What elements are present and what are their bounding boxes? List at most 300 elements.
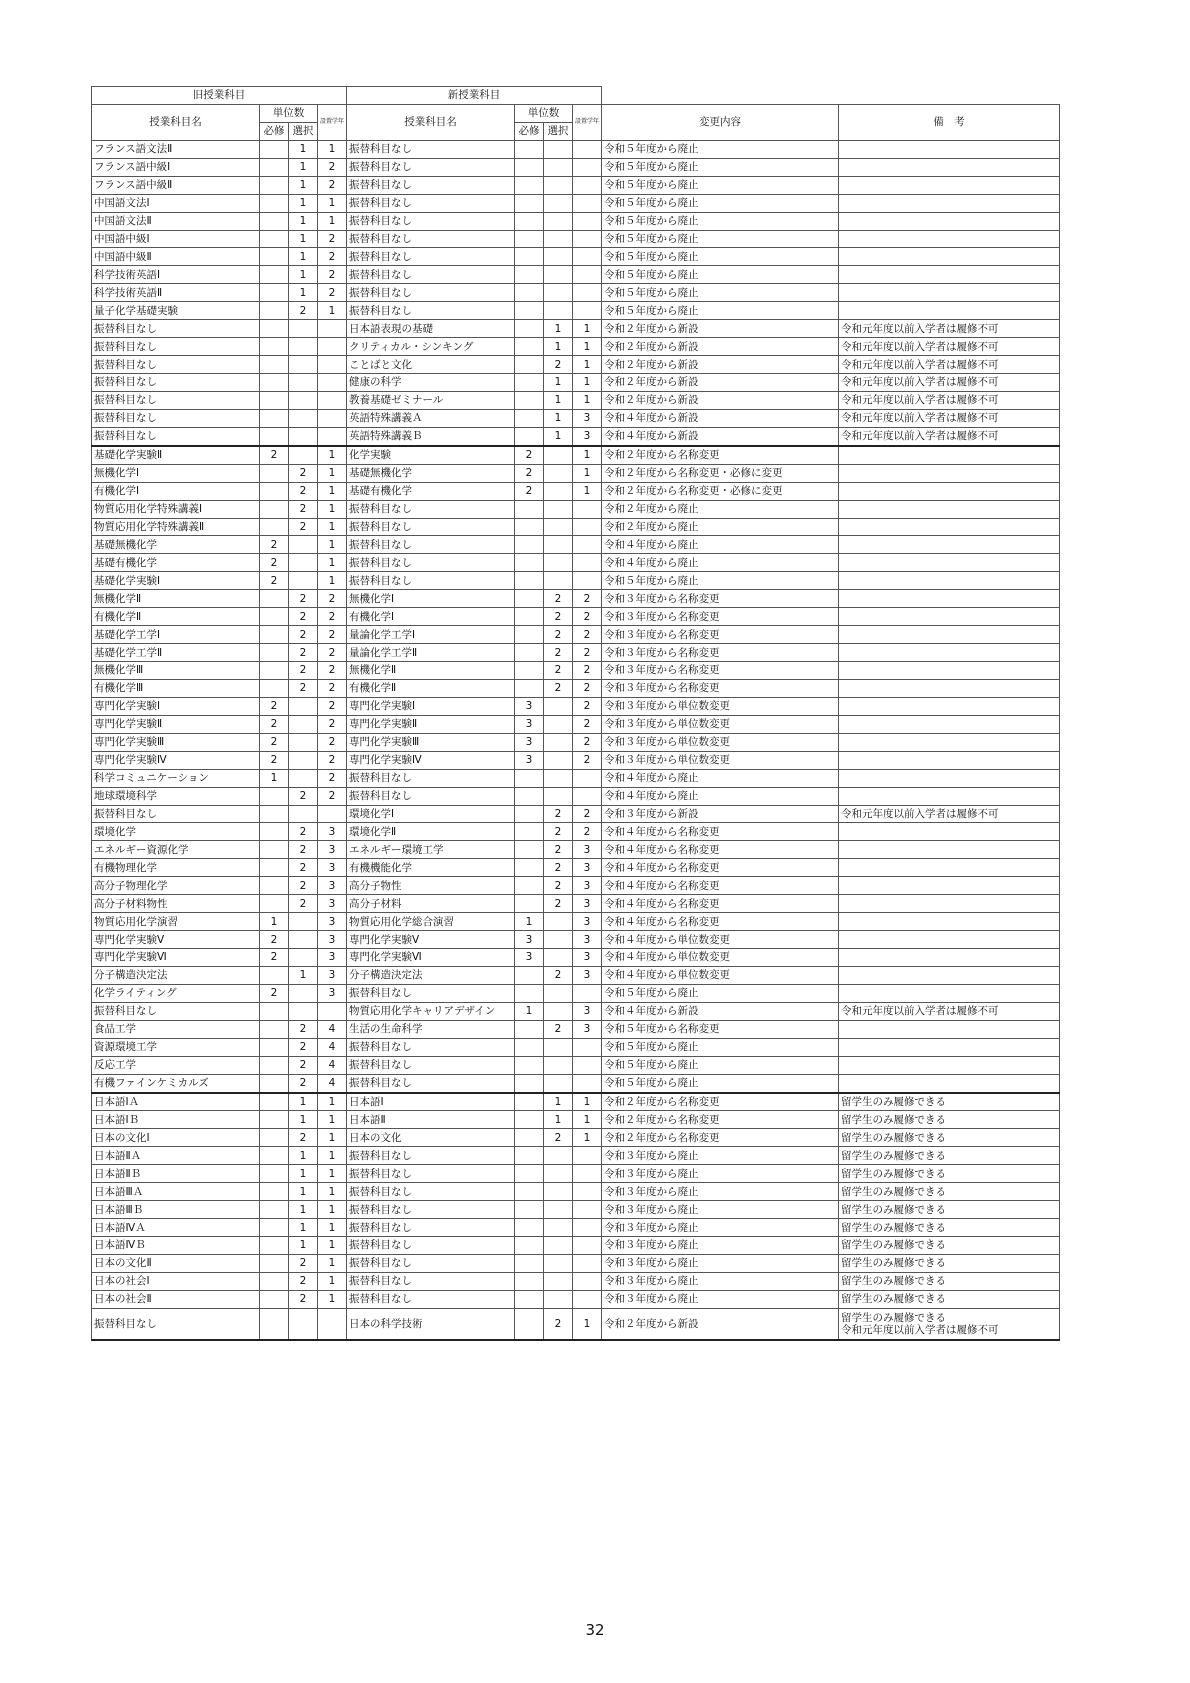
new-required-cell <box>515 966 544 984</box>
old-subject-cell: 基礎化学工学Ⅱ <box>92 644 260 662</box>
old-year-cell: 1 <box>318 1272 347 1290</box>
table-body <box>92 140 1060 1339</box>
old-year-cell: 3 <box>318 913 347 931</box>
table-row <box>92 338 1060 356</box>
change-cell: 令和５年度から廃止 <box>602 140 839 158</box>
remarks-cell <box>839 284 1060 302</box>
old-elective-cell: 1 <box>289 176 318 194</box>
old-year-cell: 4 <box>318 1074 347 1092</box>
old-subject-cell: 振替科目なし <box>92 320 260 338</box>
old-subject-cell: 日本の社会Ⅱ <box>92 1290 260 1308</box>
old-year-cell: 3 <box>318 823 347 841</box>
old-required-cell <box>260 823 289 841</box>
old-required-cell <box>260 1093 289 1111</box>
old-required-cell <box>260 374 289 392</box>
old-required-cell <box>260 841 289 859</box>
old-year-cell: 4 <box>318 1020 347 1038</box>
new-subject-cell: 振替科目なし <box>347 572 515 590</box>
new-year-cell <box>573 572 602 590</box>
old-year-cell: 1 <box>318 1290 347 1308</box>
old-subject-cell: 基礎化学実験Ⅱ <box>92 446 260 464</box>
new-year-cell <box>573 554 602 572</box>
table-row <box>92 464 1060 482</box>
old-required-cell: 1 <box>260 769 289 787</box>
remarks-cell: 留学生のみ履修できる <box>839 1165 1060 1183</box>
table-row <box>92 248 1060 266</box>
remarks-cell <box>839 895 1060 913</box>
old-subject-cell: 振替科目なし <box>92 1308 260 1340</box>
table-row <box>92 1201 1060 1219</box>
old-year-cell <box>318 427 347 445</box>
new-required-cell <box>515 823 544 841</box>
new-year-cell: 2 <box>573 697 602 715</box>
old-year-cell: 1 <box>318 194 347 212</box>
table-row <box>92 356 1060 374</box>
old-subject-cell: 化学ライティング <box>92 984 260 1002</box>
change-cell: 令和５年度から廃止 <box>602 212 839 230</box>
new-subject-cell: 生活の生命科学 <box>347 1020 515 1038</box>
new-required-cell <box>515 1147 544 1165</box>
change-cell: 令和４年度から名称変更 <box>602 841 839 859</box>
table-row <box>92 1254 1060 1272</box>
remarks-cell <box>839 751 1060 769</box>
new-year-cell: 2 <box>573 590 602 608</box>
old-required-cell <box>260 266 289 284</box>
new-required-cell <box>515 608 544 626</box>
old-subject-cell: 基礎有機化学 <box>92 554 260 572</box>
remarks-cell: 令和元年度以前入学者は履修不可 <box>839 320 1060 338</box>
new-required-cell: 3 <box>515 733 544 751</box>
new-year-cell <box>573 248 602 266</box>
new-required-cell <box>515 1290 544 1308</box>
new-required-cell <box>515 1201 544 1219</box>
new-required-cell <box>515 356 544 374</box>
remarks-cell <box>839 212 1060 230</box>
new-elective-cell <box>544 1165 573 1183</box>
new-required-cell <box>515 338 544 356</box>
table-row <box>92 1056 1060 1074</box>
remarks-cell <box>839 626 1060 644</box>
table-row <box>92 427 1060 445</box>
change-cell: 令和４年度から廃止 <box>602 536 839 554</box>
change-cell: 令和５年度から廃止 <box>602 248 839 266</box>
new-elective-cell <box>544 446 573 464</box>
new-year-cell: 3 <box>573 949 602 967</box>
old-required-cell <box>260 1056 289 1074</box>
remarks-cell <box>839 482 1060 500</box>
change-cell: 令和５年度から廃止 <box>602 1056 839 1074</box>
old-elective-cell: 2 <box>289 823 318 841</box>
old-subject-cell: 物質応用化学演習 <box>92 913 260 931</box>
old-year-cell: 2 <box>318 158 347 176</box>
old-required-cell: 2 <box>260 446 289 464</box>
new-year-cell <box>573 1056 602 1074</box>
old-year-cell: 1 <box>318 554 347 572</box>
change-cell: 令和３年度から単位数変更 <box>602 733 839 751</box>
new-subject-cell: 高分子材料 <box>347 895 515 913</box>
old-subject-cell: 有機化学Ⅱ <box>92 608 260 626</box>
new-subject-cell: 英語特殊講義Ｂ <box>347 427 515 445</box>
new-subject-cell: 日本語表現の基礎 <box>347 320 515 338</box>
old-subject-cell: 中国語文法Ⅰ <box>92 194 260 212</box>
remarks-cell <box>839 230 1060 248</box>
table-row <box>92 1002 1060 1020</box>
new-required-cell <box>515 1254 544 1272</box>
change-cell: 令和４年度から単位数変更 <box>602 949 839 967</box>
remarks-cell <box>839 859 1060 877</box>
remarks-cell <box>839 1038 1060 1056</box>
new-year-cell: 1 <box>573 482 602 500</box>
old-units-header: 単位数 <box>260 104 318 122</box>
new-year-cell: 3 <box>573 409 602 427</box>
old-required-cell <box>260 1002 289 1020</box>
new-elective-cell <box>544 751 573 769</box>
new-elective-cell: 2 <box>544 679 573 697</box>
change-cell: 令和５年度から廃止 <box>602 1074 839 1092</box>
old-required-cell <box>260 590 289 608</box>
old-subject-cell: 振替科目なし <box>92 338 260 356</box>
old-required-cell <box>260 662 289 680</box>
old-subject-cell: 日本の文化Ⅰ <box>92 1129 260 1147</box>
table-row <box>92 1237 1060 1255</box>
change-cell: 令和５年度から廃止 <box>602 266 839 284</box>
old-elective-cell <box>289 1308 318 1340</box>
old-required-cell <box>260 482 289 500</box>
old-required-cell <box>260 966 289 984</box>
old-required-cell <box>260 877 289 895</box>
change-cell: 令和３年度から名称変更 <box>602 626 839 644</box>
new-required-cell: 3 <box>515 697 544 715</box>
new-required-cell <box>515 374 544 392</box>
change-cell: 令和２年度から新設 <box>602 356 839 374</box>
new-elective-cell <box>544 572 573 590</box>
new-subject-cell: 日本の科学技術 <box>347 1308 515 1340</box>
table-row <box>92 482 1060 500</box>
table-row <box>92 751 1060 769</box>
old-subject-cell: 量子化学基礎実験 <box>92 302 260 320</box>
remarks-cell <box>839 446 1060 464</box>
old-required-cell <box>260 230 289 248</box>
old-required-cell <box>260 158 289 176</box>
new-subject-cell: 量論化学工学Ⅱ <box>347 644 515 662</box>
old-year-cell <box>318 409 347 427</box>
old-year-cell: 1 <box>318 1183 347 1201</box>
new-elective-cell <box>544 733 573 751</box>
new-elective-cell <box>544 913 573 931</box>
change-cell: 令和３年度から単位数変更 <box>602 715 839 733</box>
new-year-cell <box>573 1183 602 1201</box>
remarks-line-1: 留学生のみ履修できる <box>841 1311 946 1324</box>
remarks-cell <box>839 966 1060 984</box>
remarks-cell <box>839 644 1060 662</box>
old-year-cell <box>318 1002 347 1020</box>
old-year-cell: 2 <box>318 697 347 715</box>
table-row <box>92 841 1060 859</box>
change-cell: 令和２年度から新設 <box>602 374 839 392</box>
remarks-cell: 令和元年度以前入学者は履修不可 <box>839 374 1060 392</box>
remarks-cell: 令和元年度以前入学者は履修不可 <box>839 427 1060 445</box>
change-cell: 令和４年度から名称変更 <box>602 895 839 913</box>
old-year-cell: 1 <box>318 1165 347 1183</box>
old-year-label: 設置学年 <box>320 118 345 126</box>
new-year-cell: 2 <box>573 715 602 733</box>
new-subject-cell: 有機機能化学 <box>347 859 515 877</box>
new-year-cell <box>573 536 602 554</box>
change-cell: 令和２年度から名称変更 <box>602 1111 839 1129</box>
new-required-cell <box>515 302 544 320</box>
old-required-cell <box>260 518 289 536</box>
old-year-cell: 2 <box>318 751 347 769</box>
new-elective-cell <box>544 1272 573 1290</box>
old-required-cell: 2 <box>260 554 289 572</box>
new-subject-cell: 日本語Ⅰ <box>347 1093 515 1111</box>
change-cell: 令和２年度から新設 <box>602 391 839 409</box>
new-elective-cell: 2 <box>544 841 573 859</box>
new-elective-cell <box>544 1147 573 1165</box>
new-elective-cell <box>544 1074 573 1092</box>
table-row <box>92 1093 1060 1111</box>
new-elective-cell <box>544 518 573 536</box>
new-required-cell <box>515 572 544 590</box>
table-row <box>92 158 1060 176</box>
new-elective-cell <box>544 464 573 482</box>
new-required-cell <box>515 194 544 212</box>
new-required-cell <box>515 248 544 266</box>
new-elective-cell: 2 <box>544 877 573 895</box>
table-row <box>92 590 1060 608</box>
old-year-cell: 1 <box>318 482 347 500</box>
new-elective-cell: 1 <box>544 338 573 356</box>
old-subject-cell: 高分子材料物性 <box>92 895 260 913</box>
old-elective-cell <box>289 949 318 967</box>
table-row <box>92 572 1060 590</box>
old-elective-cell <box>289 409 318 427</box>
group-header-row <box>92 87 1060 105</box>
new-required-cell: 3 <box>515 931 544 949</box>
change-cell: 令和３年度から名称変更 <box>602 662 839 680</box>
change-cell: 令和３年度から名称変更 <box>602 679 839 697</box>
change-cell: 令和２年度から名称変更 <box>602 1129 839 1147</box>
remarks-cell <box>839 176 1060 194</box>
remarks-cell: 留学生のみ履修できる <box>839 1147 1060 1165</box>
table-row <box>92 409 1060 427</box>
new-year-cell <box>573 1147 602 1165</box>
table-row <box>92 931 1060 949</box>
new-required-cell: 2 <box>515 482 544 500</box>
old-required-cell <box>260 1183 289 1201</box>
old-elective-cell <box>289 913 318 931</box>
new-elective-cell <box>544 176 573 194</box>
table-row <box>92 697 1060 715</box>
new-elective-cell: 2 <box>544 966 573 984</box>
new-year-cell: 1 <box>573 338 602 356</box>
new-subject-cell: 専門化学実験Ⅰ <box>347 697 515 715</box>
old-subject-cell: 中国語中級Ⅰ <box>92 230 260 248</box>
old-subject-cell: 日本語ⅠＢ <box>92 1111 260 1129</box>
old-subject-cell: 専門化学実験Ⅵ <box>92 949 260 967</box>
old-year-cell: 1 <box>318 464 347 482</box>
column-header-row <box>92 104 1060 122</box>
new-required-cell: 3 <box>515 751 544 769</box>
change-cell: 令和３年度から廃止 <box>602 1201 839 1219</box>
change-cell: 令和２年度から新設 <box>602 338 839 356</box>
table-row <box>92 1272 1060 1290</box>
new-required-cell <box>515 1237 544 1255</box>
old-subject-cell: 振替科目なし <box>92 409 260 427</box>
new-subject-cell: 振替科目なし <box>347 1147 515 1165</box>
old-required-cell <box>260 320 289 338</box>
table-row <box>92 1308 1060 1340</box>
new-elective-cell <box>544 302 573 320</box>
change-header: 変更内容 <box>602 104 839 140</box>
table-row <box>92 823 1060 841</box>
table-row <box>92 1020 1060 1038</box>
old-subject-cell: 地球環境科学 <box>92 787 260 805</box>
remarks-cell <box>839 984 1060 1002</box>
new-year-cell: 2 <box>573 608 602 626</box>
old-required-cell <box>260 626 289 644</box>
new-subject-cell: 環境化学Ⅱ <box>347 823 515 841</box>
new-subject-cell: 振替科目なし <box>347 194 515 212</box>
old-subject-cell: 日本の文化Ⅱ <box>92 1254 260 1272</box>
old-year-cell: 1 <box>318 140 347 158</box>
new-elective-cell <box>544 1254 573 1272</box>
new-required-cell <box>515 895 544 913</box>
old-elective-cell: 1 <box>289 212 318 230</box>
new-year-cell <box>573 194 602 212</box>
new-subject-cell: 振替科目なし <box>347 769 515 787</box>
old-subject-cell: 中国語中級Ⅱ <box>92 248 260 266</box>
change-cell: 令和４年度から廃止 <box>602 787 839 805</box>
new-elective-cell: 2 <box>544 1129 573 1147</box>
old-subject-cell: 有機化学Ⅲ <box>92 679 260 697</box>
table-row <box>92 877 1060 895</box>
new-elective-cell <box>544 1237 573 1255</box>
old-elective-cell: 2 <box>289 1074 318 1092</box>
new-required-cell <box>515 500 544 518</box>
new-required-cell <box>515 140 544 158</box>
change-cell: 令和３年度から廃止 <box>602 1272 839 1290</box>
change-cell: 令和５年度から廃止 <box>602 1038 839 1056</box>
old-required-cell <box>260 859 289 877</box>
new-required-cell <box>515 787 544 805</box>
old-elective-cell <box>289 733 318 751</box>
old-year-cell: 1 <box>318 302 347 320</box>
old-elective-cell <box>289 984 318 1002</box>
change-cell: 令和４年度から新設 <box>602 409 839 427</box>
table-row <box>92 536 1060 554</box>
old-subject-cell: 食品工学 <box>92 1020 260 1038</box>
old-elective-cell: 1 <box>289 966 318 984</box>
new-elective-cell: 2 <box>544 823 573 841</box>
old-subject-cell: 専門化学実験Ⅱ <box>92 715 260 733</box>
table-row <box>92 518 1060 536</box>
old-elective-cell: 1 <box>289 1183 318 1201</box>
change-cell: 令和２年度から廃止 <box>602 500 839 518</box>
new-year-cell: 1 <box>573 446 602 464</box>
old-subject-cell: 環境化学 <box>92 823 260 841</box>
old-subject-cell: 科学コミュニケーション <box>92 769 260 787</box>
change-cell: 令和２年度から名称変更・必修に変更 <box>602 482 839 500</box>
change-cell: 令和５年度から廃止 <box>602 176 839 194</box>
old-year-cell: 4 <box>318 1056 347 1074</box>
remarks-header: 備 考 <box>839 104 1060 140</box>
old-subject-cell: 振替科目なし <box>92 374 260 392</box>
old-year-cell: 2 <box>318 608 347 626</box>
new-year-cell: 1 <box>573 464 602 482</box>
remarks-cell: 令和元年度以前入学者は履修不可 <box>839 391 1060 409</box>
new-subject-cell: 無機化学Ⅱ <box>347 662 515 680</box>
new-year-cell <box>573 1165 602 1183</box>
old-required-cell <box>260 1111 289 1129</box>
new-required-cell <box>515 769 544 787</box>
old-elective-cell <box>289 805 318 823</box>
old-year-cell: 4 <box>318 1038 347 1056</box>
remarks-cell: 留学生のみ履修できる <box>839 1237 1060 1255</box>
new-elective-cell: 1 <box>544 391 573 409</box>
old-required-cell: 2 <box>260 949 289 967</box>
remarks-cell <box>839 590 1060 608</box>
table-row <box>92 302 1060 320</box>
table-row <box>92 626 1060 644</box>
new-required-cell <box>515 1093 544 1111</box>
old-required-cell <box>260 194 289 212</box>
new-required-cell: 2 <box>515 464 544 482</box>
new-year-cell <box>573 158 602 176</box>
new-required-cell <box>515 230 544 248</box>
old-elective-cell: 2 <box>289 1290 318 1308</box>
old-subject-cell: 資源環境工学 <box>92 1038 260 1056</box>
old-elective-cell: 1 <box>289 1147 318 1165</box>
old-required-cell <box>260 409 289 427</box>
old-year-cell: 2 <box>318 284 347 302</box>
new-year-cell: 1 <box>573 356 602 374</box>
old-year-cell: 1 <box>318 1237 347 1255</box>
change-cell: 令和５年度から廃止 <box>602 302 839 320</box>
old-subject-cell: 高分子物理化学 <box>92 877 260 895</box>
new-elective-cell: 1 <box>544 1111 573 1129</box>
old-subject-cell: 物質応用化学特殊講義Ⅰ <box>92 500 260 518</box>
old-subject-cell: 専門化学実験Ⅴ <box>92 931 260 949</box>
table-row <box>92 1111 1060 1129</box>
remarks-cell <box>839 1308 1060 1340</box>
old-required-cell <box>260 356 289 374</box>
new-elective-cell: 2 <box>544 859 573 877</box>
new-elective-cell: 2 <box>544 1308 573 1340</box>
old-year-cell: 1 <box>318 536 347 554</box>
new-subject-cell: 教養基礎ゼミナール <box>347 391 515 409</box>
old-elective-cell <box>289 374 318 392</box>
old-elective-cell: 2 <box>289 895 318 913</box>
new-required-cell <box>515 626 544 644</box>
new-elective-cell: 2 <box>544 1020 573 1038</box>
old-required-cell <box>260 427 289 445</box>
remarks-line-2: 令和元年度以前入学者は履修不可 <box>841 1323 999 1336</box>
table-row <box>92 194 1060 212</box>
new-required-cell <box>515 1165 544 1183</box>
remarks-cell <box>839 194 1060 212</box>
new-elective-cell <box>544 1038 573 1056</box>
remarks-cell: 留学生のみ履修できる <box>839 1254 1060 1272</box>
new-subject-cell: 専門化学実験Ⅵ <box>347 949 515 967</box>
old-year-cell: 2 <box>318 644 347 662</box>
old-required-cell: 2 <box>260 536 289 554</box>
old-subject-cell: 科学技術英語Ⅰ <box>92 266 260 284</box>
old-year-cell: 1 <box>318 518 347 536</box>
old-subject-cell: 反応工学 <box>92 1056 260 1074</box>
table-row <box>92 805 1060 823</box>
new-subject-cell: 基礎無機化学 <box>347 464 515 482</box>
